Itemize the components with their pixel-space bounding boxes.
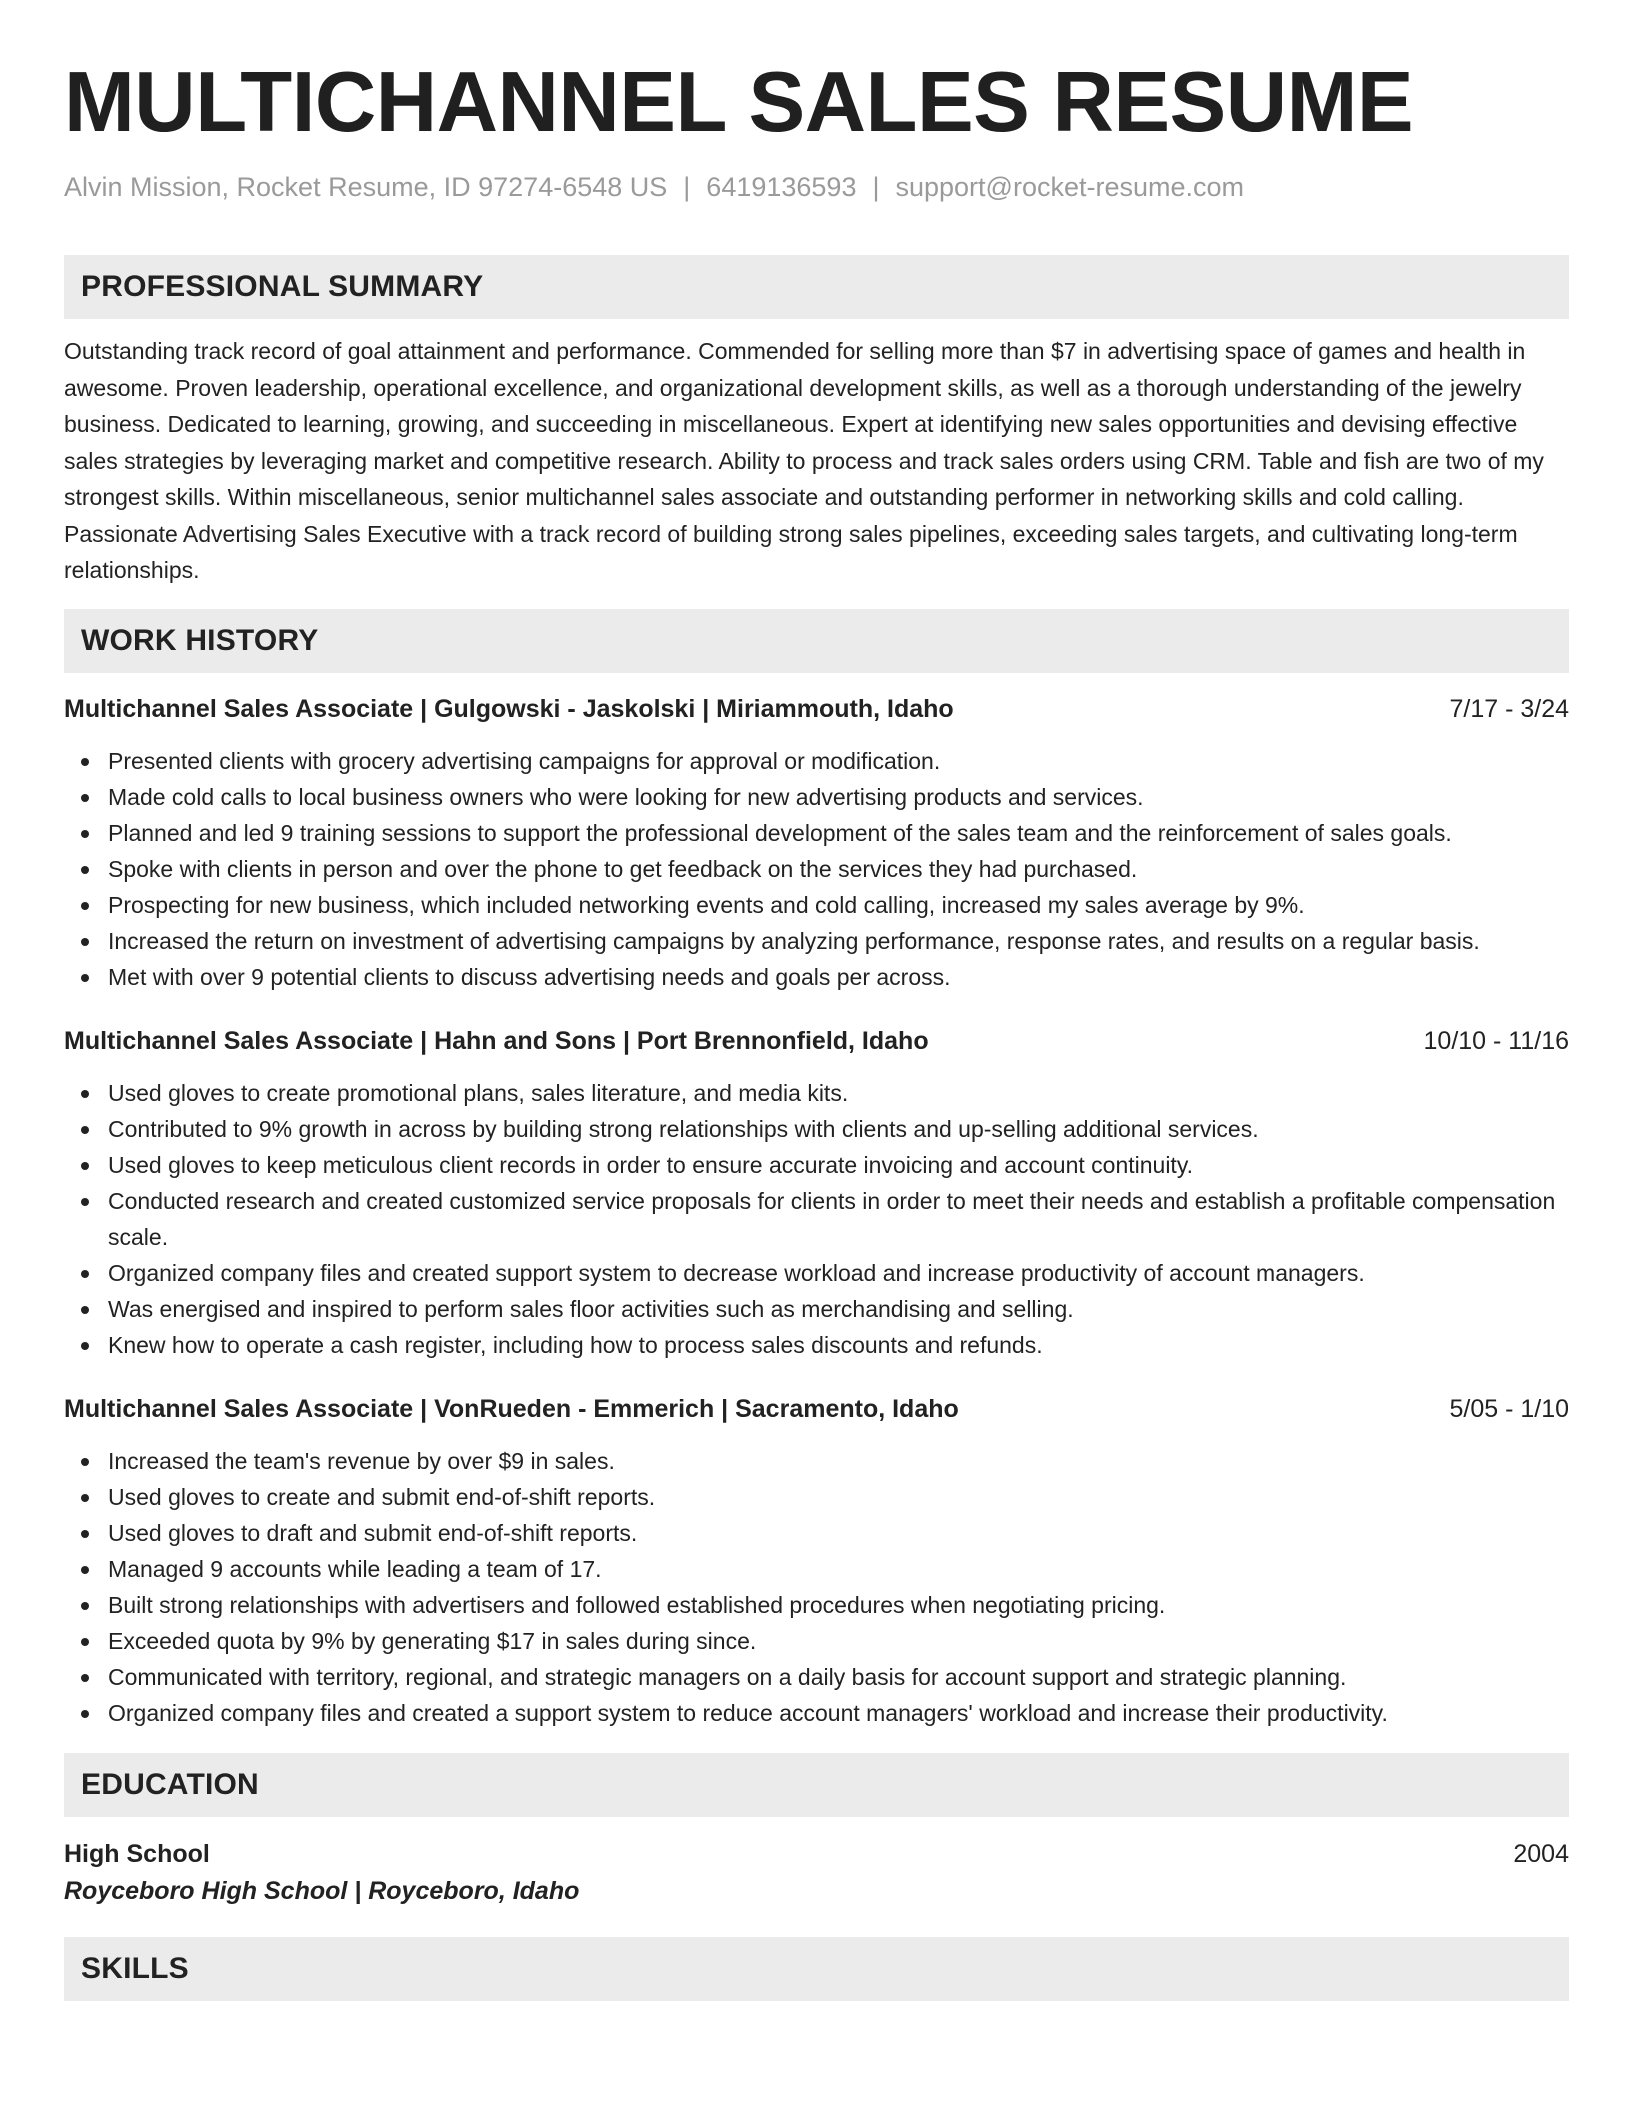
- resume-title: MULTICHANNEL SALES RESUME: [64, 55, 1414, 150]
- job-entry: [64, 1025, 1569, 1363]
- section-heading-work-history: WORK HISTORY: [64, 609, 1569, 673]
- job-bullet: Knew how to operate a cash register, including how to process sales discounts and refunds.: [64, 1327, 1569, 1363]
- education-entry: [64, 1837, 1569, 1871]
- education-degree: High School: [64, 1839, 210, 1868]
- work-history-list: [64, 693, 1569, 1731]
- job-dates: 7/17 - 3/24: [1449, 694, 1569, 723]
- job-bullet: Built strong relationships with advertisers and followed established procedures when negotiating pricing.: [64, 1587, 1569, 1623]
- job-title: Multichannel Sales Associate | Gulgowski - Jaskolski | Miriammouth, Idaho: [64, 694, 954, 723]
- education-school: Royceboro High School | Royceboro, Idaho: [64, 1876, 580, 1905]
- job-bullet: Exceeded quota by 9% by generating $17 in sales during since.: [64, 1623, 1569, 1659]
- job-bullet-list: [64, 1443, 1569, 1731]
- job-bullet: Organized company files and created a support system to reduce account managers' workload and increase their productivity.: [64, 1695, 1569, 1731]
- job-dates: 10/10 - 11/16: [1423, 1026, 1569, 1055]
- job-bullet-list: [64, 1075, 1569, 1363]
- job-bullet: Used gloves to create promotional plans, sales literature, and media kits.: [64, 1075, 1569, 1111]
- job-bullet: Increased the return on investment of advertising campaigns by analyzing performance, response rates, and results on a regular basis.: [64, 923, 1569, 959]
- job-bullet: Was energised and inspired to perform sales floor activities such as merchandising and selling.: [64, 1291, 1569, 1327]
- job-bullet: Presented clients with grocery advertising campaigns for approval or modification.: [64, 743, 1569, 779]
- job-bullet: Planned and led 9 training sessions to support the professional development of the sales team and the reinforcement of sales goals.: [64, 815, 1569, 851]
- job-bullet: Prospecting for new business, which included networking events and cold calling, increased my sales average by 9%.: [64, 887, 1569, 923]
- job-bullet-list: [64, 743, 1569, 995]
- job-bullet: Used gloves to keep meticulous client records in order to ensure accurate invoicing and account continuity.: [64, 1147, 1569, 1183]
- job-bullet: Met with over 9 potential clients to discuss advertising needs and goals per across.: [64, 959, 1569, 995]
- job-bullet: Used gloves to draft and submit end-of-shift reports.: [64, 1515, 1569, 1551]
- contact-address: Alvin Mission, Rocket Resume, ID 97274-6548 US: [64, 172, 668, 202]
- job-bullet: Organized company files and created support system to decrease workload and increase productivity of account managers.: [64, 1255, 1569, 1291]
- section-heading-skills: SKILLS: [64, 1937, 1569, 2001]
- job-header: [64, 1025, 1569, 1057]
- job-bullet: Spoke with clients in person and over the phone to get feedback on the services they had purchased.: [64, 851, 1569, 887]
- contact-phone: 6419136593: [706, 172, 857, 202]
- job-header: [64, 1393, 1569, 1425]
- job-bullet: Used gloves to create and submit end-of-shift reports.: [64, 1479, 1569, 1515]
- job-bullet: Communicated with territory, regional, and strategic managers on a daily basis for account support and strategic planning.: [64, 1659, 1569, 1695]
- job-bullet: Contributed to 9% growth in across by building strong relationships with clients and up-selling additional services.: [64, 1111, 1569, 1147]
- job-dates: 5/05 - 1/10: [1449, 1394, 1569, 1423]
- contact-line: [64, 171, 1569, 203]
- job-bullet: Made cold calls to local business owners who were looking for new advertising products and services.: [64, 779, 1569, 815]
- section-heading-summary: PROFESSIONAL SUMMARY: [64, 255, 1569, 319]
- section-heading-education: EDUCATION: [64, 1753, 1569, 1817]
- job-entry: [64, 1393, 1569, 1731]
- job-title: Multichannel Sales Associate | VonRueden - Emmerich | Sacramento, Idaho: [64, 1394, 959, 1423]
- job-bullet: Increased the team's revenue by over $9 in sales.: [64, 1443, 1569, 1479]
- contact-email: support@rocket-resume.com: [895, 172, 1245, 202]
- job-bullet: Conducted research and created customized service proposals for clients in order to meet their needs and establish a profitable compensation scale.: [64, 1183, 1569, 1255]
- job-header: [64, 693, 1569, 725]
- contact-separator: |: [872, 172, 880, 202]
- education-year: 2004: [1513, 1839, 1569, 1868]
- job-entry: [64, 693, 1569, 995]
- summary-text: Outstanding track record of goal attainment and performance. Commended for selling more than $7 in advertising space of games and health in awesome. Proven leadership, operational excellence, and organizational development skills, as well as a thorough understanding of the jewelry business. Dedicated to learning, growing, and succeeding in miscellaneous. Expert at identifying new sales opportunities and devising effective sales strategies by leveraging market and competitive research. Ability to process and track sales orders using CRM. Table and fish are two of my strongest skills. Within miscellaneous, senior multichannel sales associate and outstanding performer in networking skills and cold calling. Passionate Advertising Sales Executive with a track record of building strong sales pipelines, exceeding sales targets, and cultivating long-term relationships.: [64, 338, 1544, 584]
- contact-separator: |: [683, 172, 691, 202]
- job-bullet: Managed 9 accounts while leading a team of 17.: [64, 1551, 1569, 1587]
- job-title: Multichannel Sales Associate | Hahn and Sons | Port Brennonfield, Idaho: [64, 1026, 929, 1055]
